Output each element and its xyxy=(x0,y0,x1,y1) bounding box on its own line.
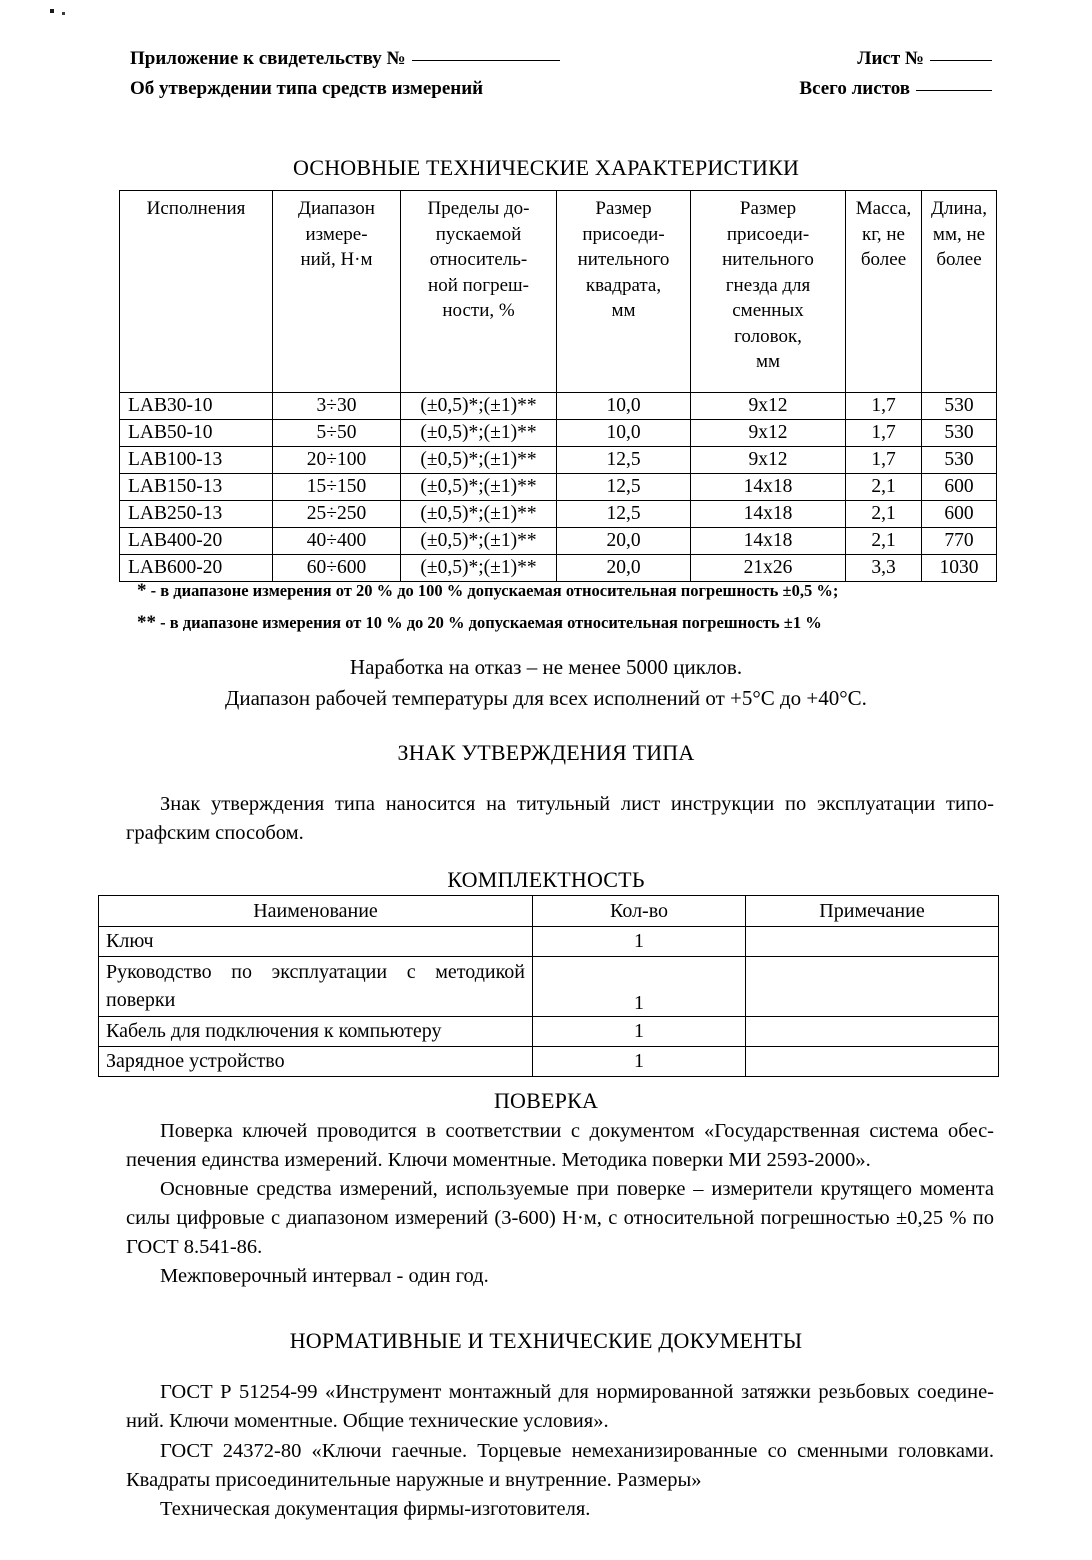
spec-col-error-line-3: относитель- xyxy=(429,249,528,270)
spec-col-length-line-1: Длина, xyxy=(931,198,987,219)
spec-cell-model: LAB100-13 xyxy=(120,447,273,474)
total-sheets-field xyxy=(799,74,992,104)
spec-col-socket-line-6: головок, xyxy=(734,325,802,347)
scan-artifact-speck xyxy=(50,9,54,13)
list-item xyxy=(99,1017,999,1047)
sheet-number-field xyxy=(857,44,992,74)
verification-paragraph-1: Поверка ключей проводится в соответствии с документом «Государственная система обеспечения единства измерений. Ключи моментные. Методика поверки МИ 2593-2000». xyxy=(126,1120,994,1171)
mark-section-title: ЗНАК УТВЕРЖДЕНИЯ ТИПА xyxy=(397,740,695,765)
kit-cell-name: Зарядное устройство xyxy=(99,1047,533,1077)
spec-col-square-line-5: мм xyxy=(611,300,636,321)
table-row xyxy=(120,474,997,501)
spec-cell-mass: 1,7 xyxy=(846,420,922,447)
spec-cell-range: 60÷600 xyxy=(273,555,401,582)
spec-col-header-range xyxy=(273,191,401,393)
kit-cell-note xyxy=(746,957,999,1017)
verification-paragraph-2: Основные средства измерений, используемые при поверке – измерители крутящего момента силы цифровые с диапазоном измерений (3-600) Н·м, с относительной погрешностью ±0,25 % по ГОСТ 8.541-86. xyxy=(126,1178,994,1258)
document-header xyxy=(130,44,992,104)
kit-cell-name: Кабель для подключения к компьютеру xyxy=(99,1017,533,1047)
footnote-single-star xyxy=(137,580,838,602)
spec-cell-error: (±0,5)*;(±1)** xyxy=(401,447,557,474)
spec-cell-range: 15÷150 xyxy=(273,474,401,501)
spec-cell-socket: 14x18 xyxy=(691,528,846,555)
documents-paragraph-2: ГОСТ 24372-80 «Ключи гаечные. Торцевые немеханизированные со сменными головками. Квадраты присоединительные наружные и внутренние. Размеры» xyxy=(126,1440,994,1491)
spec-cell-length: 530 xyxy=(922,420,997,447)
spec-cell-error: (±0,5)*;(±1)** xyxy=(401,501,557,528)
spec-col-range-line-1: Диапазон xyxy=(298,198,375,219)
spec-cell-length: 530 xyxy=(922,447,997,474)
spec-table xyxy=(119,190,997,582)
spec-cell-socket: 14x18 xyxy=(691,474,846,501)
list-item xyxy=(99,1047,999,1077)
spec-col-error-line-5: ности, % xyxy=(442,300,515,321)
kit-cell-qty: 1 xyxy=(533,957,746,1017)
spec-cell-square: 10,0 xyxy=(557,420,691,447)
spec-cell-mass: 2,1 xyxy=(846,528,922,555)
spec-col-range-line-3: ний, Н·м xyxy=(300,249,373,270)
table-row xyxy=(120,447,997,474)
spec-col-range-line-2: измере- xyxy=(305,223,368,245)
spec-col-header-error xyxy=(401,191,557,393)
kit-col-header-name: Наименование xyxy=(99,896,533,927)
spec-col-mass-line-2: кг, не xyxy=(862,223,905,245)
spec-cell-length: 530 xyxy=(922,393,997,420)
sheet-number-blank-rule xyxy=(930,59,992,61)
spec-col-mass-line-3: более xyxy=(860,249,907,270)
table-row xyxy=(120,420,997,447)
spec-section-title: ОСНОВНЫЕ ТЕХНИЧЕСКИЕ ХАРАКТЕРИСТИКИ xyxy=(292,155,800,180)
spec-cell-square: 12,5 xyxy=(557,474,691,501)
spec-col-header-socket xyxy=(691,191,846,393)
spec-col-socket-line-3: нительного xyxy=(722,249,814,270)
header-row-2 xyxy=(130,74,992,104)
kit-col-header-qty: Кол-во xyxy=(533,896,746,927)
kit-col-header-note: Примечание xyxy=(746,896,999,927)
spec-cell-length: 600 xyxy=(922,501,997,528)
spec-cell-square: 12,5 xyxy=(557,501,691,528)
footnote-double-star-text: - в диапазоне измерения от 10 % до 20 % допускаемая относительная погрешность ±1 % xyxy=(156,613,822,632)
verification-section-title: ПОВЕРКА xyxy=(493,1088,599,1113)
spec-cell-range: 40÷400 xyxy=(273,528,401,555)
spec-cell-model: LAB400-20 xyxy=(120,528,273,555)
footnote-single-star-text: - в диапазоне измерения от 20 % до 100 % допускаемая относительная погрешность ±0,5 %; xyxy=(146,581,839,600)
spec-col-socket-line-4: гнезда для xyxy=(725,274,811,296)
certificate-number-field xyxy=(130,44,560,74)
kit-cell-note xyxy=(746,927,999,957)
spec-table-body xyxy=(120,393,997,582)
kit-table-body xyxy=(99,927,999,1077)
spec-col-length-line-3: более xyxy=(936,249,982,270)
spec-cell-range: 20÷100 xyxy=(273,447,401,474)
spec-cell-square: 12,5 xyxy=(557,447,691,474)
kit-cell-note xyxy=(746,1017,999,1047)
spec-col-error-line-1: Пределы до- xyxy=(427,198,530,219)
spec-cell-length: 770 xyxy=(922,528,997,555)
table-row xyxy=(120,393,997,420)
spec-cell-error: (±0,5)*;(±1)** xyxy=(401,393,557,420)
kit-cell-name: Руководство по эксплуатации с методикой поверки xyxy=(99,957,533,1017)
kit-cell-qty: 1 xyxy=(533,1017,746,1047)
spec-col-square-line-3: нительного xyxy=(577,249,670,270)
kit-table-header-row xyxy=(99,896,999,927)
kit-table xyxy=(98,895,999,1077)
spec-col-square-line-1: Размер xyxy=(595,198,652,219)
kit-cell-name: Ключ xyxy=(99,927,533,957)
total-sheets-blank-rule xyxy=(916,89,992,91)
kit-section-title: КОМПЛЕКТНОСТЬ xyxy=(447,867,645,892)
sheet-number-label: Лист № xyxy=(857,48,924,69)
kit-cell-note xyxy=(746,1047,999,1077)
spec-cell-mass: 1,7 xyxy=(846,447,922,474)
spec-cell-socket: 14x18 xyxy=(691,501,846,528)
spec-col-header-mass xyxy=(846,191,922,393)
spec-col-error-line-2: пускаемой xyxy=(435,223,522,245)
list-item xyxy=(99,927,999,957)
certificate-number-blank-rule xyxy=(412,59,560,61)
table-row xyxy=(120,501,997,528)
kit-cell-qty: 1 xyxy=(533,927,746,957)
note-temperature-range: Диапазон рабочей температуры для всех исполнений от +5°С до +40°С. xyxy=(225,686,867,710)
total-sheets-label: Всего листов xyxy=(799,78,910,99)
certificate-number-label: Приложение к свидетельству № xyxy=(130,48,406,69)
spec-cell-square: 10,0 xyxy=(557,393,691,420)
spec-cell-model: LAB50-10 xyxy=(120,420,273,447)
footnote-single-star-mark: * xyxy=(137,580,147,601)
spec-cell-length: 1030 xyxy=(922,555,997,582)
spec-cell-model: LAB150-13 xyxy=(120,474,273,501)
spec-cell-square: 20,0 xyxy=(557,528,691,555)
spec-col-error-line-4: ной погреш- xyxy=(428,274,529,296)
spec-col-header-model xyxy=(120,191,273,393)
header-row-1 xyxy=(130,44,992,74)
spec-col-length-line-2: мм, не xyxy=(932,223,986,245)
spec-cell-range: 5÷50 xyxy=(273,420,401,447)
spec-col-square-line-4: квадрата, xyxy=(585,274,662,296)
spec-cell-mass: 3,3 xyxy=(846,555,922,582)
list-item xyxy=(99,957,999,1017)
spec-cell-error: (±0,5)*;(±1)** xyxy=(401,474,557,501)
spec-cell-range: 3÷30 xyxy=(273,393,401,420)
documents-section-title: НОРМАТИВНЫЕ И ТЕХНИЧЕСКИЕ ДОКУМЕНТЫ xyxy=(289,1328,803,1353)
spec-col-socket-line-5: сменных xyxy=(732,300,804,321)
spec-cell-square: 20,0 xyxy=(557,555,691,582)
verification-paragraph-3: Межповерочный интервал - один год. xyxy=(160,1265,489,1287)
spec-cell-range: 25÷250 xyxy=(273,501,401,528)
spec-col-socket-line-7: мм xyxy=(755,351,781,372)
spec-cell-error: (±0,5)*;(±1)** xyxy=(401,420,557,447)
spec-cell-socket: 21x26 xyxy=(691,555,846,582)
spec-cell-length: 600 xyxy=(922,474,997,501)
spec-cell-mass: 1,7 xyxy=(846,393,922,420)
spec-col-model-line-1: Исполнения xyxy=(146,198,246,219)
mark-section-paragraph: Знак утверждения типа наносится на титульный лист инструкции по эксплуатации типографским способом. xyxy=(126,793,994,844)
spec-cell-socket: 9x12 xyxy=(691,447,846,474)
table-row xyxy=(120,528,997,555)
spec-col-socket-line-1: Размер xyxy=(739,198,797,219)
kit-cell-qty: 1 xyxy=(533,1047,746,1077)
spec-col-header-length xyxy=(922,191,997,393)
spec-table-header-row xyxy=(120,191,997,393)
spec-col-mass-line-1: Масса, xyxy=(855,198,912,219)
footnote-double-star xyxy=(137,612,822,634)
documents-paragraph-3: Техническая документация фирмы-изготовителя. xyxy=(160,1498,591,1520)
documents-paragraph-1: ГОСТ Р 51254-99 «Инструмент монтажный для нормированной затяжки резьбовых соединений. Ключи моментные. Общие технические условия». xyxy=(126,1381,994,1432)
spec-col-header-square xyxy=(557,191,691,393)
scan-artifact-speck-secondary xyxy=(62,12,65,15)
spec-cell-socket: 9x12 xyxy=(691,393,846,420)
table-row xyxy=(120,555,997,582)
spec-cell-mass: 2,1 xyxy=(846,501,922,528)
approval-subtitle xyxy=(130,74,483,104)
spec-cell-model: LAB600-20 xyxy=(120,555,273,582)
spec-cell-model: LAB250-13 xyxy=(120,501,273,528)
spec-cell-error: (±0,5)*;(±1)** xyxy=(401,528,557,555)
spec-cell-mass: 2,1 xyxy=(846,474,922,501)
spec-col-square-line-2: присоеди- xyxy=(582,223,665,245)
note-mtbf: Наработка на отказ – не менее 5000 циклов. xyxy=(349,655,743,679)
approval-subtitle-label: Об утверждении типа средств измерений xyxy=(130,78,484,99)
spec-col-socket-line-2: присоеди- xyxy=(726,223,810,245)
spec-cell-model: LAB30-10 xyxy=(120,393,273,420)
spec-cell-error: (±0,5)*;(±1)** xyxy=(401,555,557,582)
spec-cell-socket: 9x12 xyxy=(691,420,846,447)
footnote-double-star-mark: ** xyxy=(137,612,156,633)
